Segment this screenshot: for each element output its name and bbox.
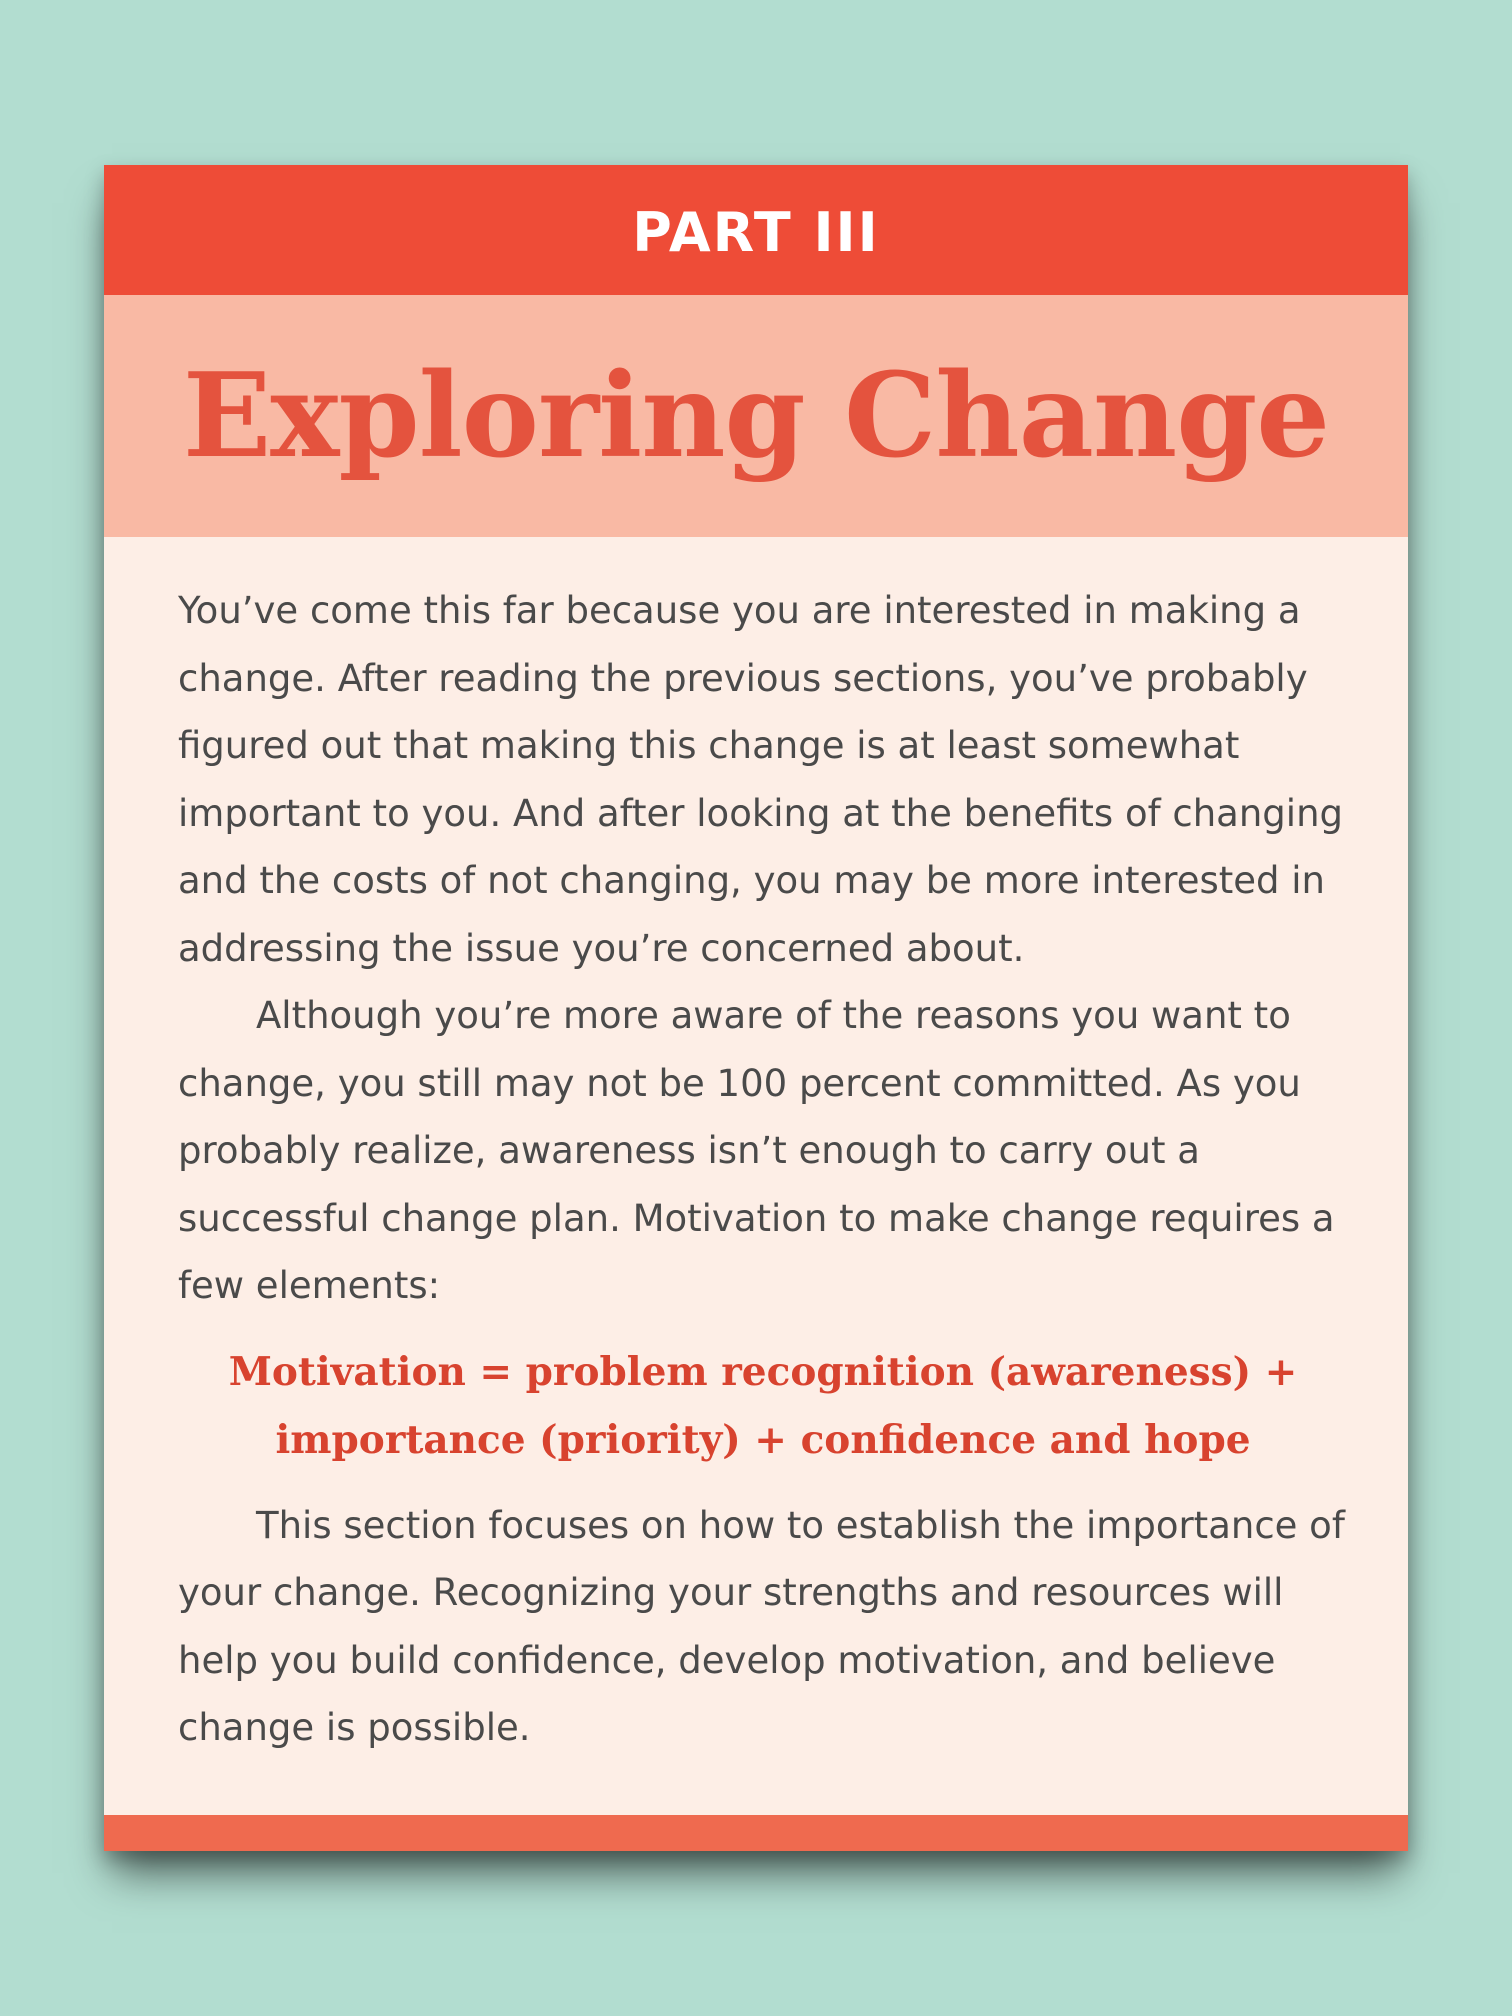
title-band xyxy=(104,295,1408,537)
page-card xyxy=(104,165,1408,1851)
chapter-title: Exploring Change xyxy=(182,348,1330,484)
formula-line-2: importance (priority) + confidence and hope xyxy=(275,1416,1251,1463)
paragraph-awareness: Although you’re more aware of the reasons you want to change, you still may not be 100 percent committed. As you probably realize, awareness isn’t enough to carry out a successful change plan. Motivation to make change requires a few elements: xyxy=(178,994,1335,1307)
body-text xyxy=(178,577,1348,1762)
part-label: PART III xyxy=(632,200,880,264)
paragraph-section-focus: This section focuses on how to establish the importance of your change. Recognizing your strengths and resources will help you build confidence, develop motivation, and believe change is possible. xyxy=(178,1503,1345,1749)
formula-line-1: Motivation = problem recognition (awareness) + xyxy=(228,1348,1298,1395)
bottom-accent-bar xyxy=(104,1815,1408,1851)
paragraph-intro: You’ve come this far because you are interested in making a change. After reading the previous sections, you’ve probably figured out that making this change is at least somewhat important to you. And after looking at the benefits of changing and the costs of not changing, you may be more interested in addressing the issue you’re concerned about. xyxy=(178,589,1344,970)
part-header-bar xyxy=(104,165,1408,295)
motivation-formula xyxy=(178,1338,1348,1474)
